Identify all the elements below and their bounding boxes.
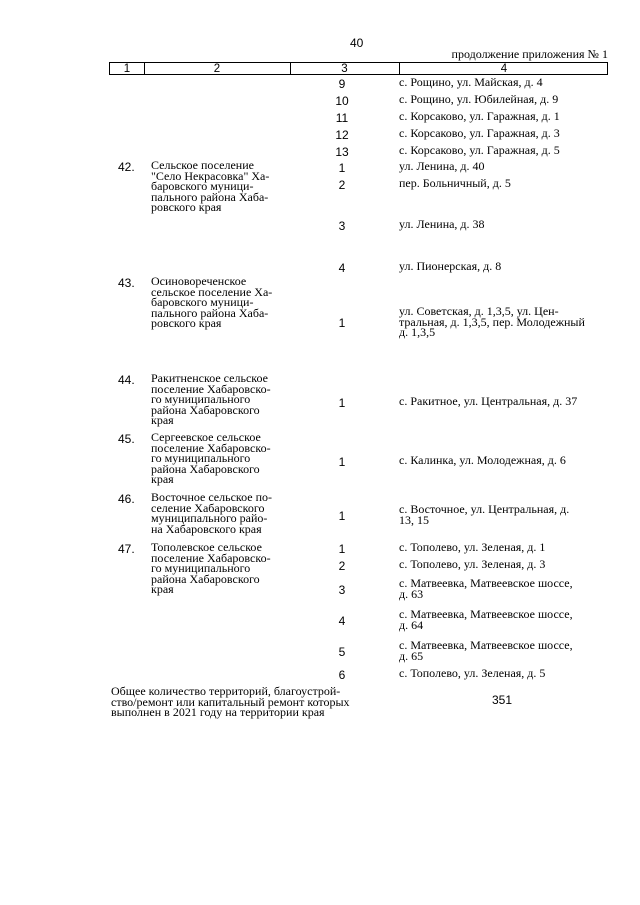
settlement-name-line: края	[151, 472, 174, 486]
total-label-line: Общее количество территорий, благоустрой-	[111, 684, 341, 698]
settlement-name-line: района Хабаровского	[151, 402, 260, 417]
object-address	[399, 504, 569, 525]
settlement-name-line: го муниципального	[151, 451, 251, 465]
table-header	[109, 62, 608, 75]
settlement-name-line: селение Хабаровского	[151, 500, 265, 515]
total-label	[111, 686, 350, 718]
object-number: 1	[338, 161, 346, 175]
settlement-name-line: Тополевское сельское	[151, 540, 262, 554]
object-address	[399, 178, 511, 189]
object-address-line: с. Матвеевка, Матвеевское шоссе,	[399, 638, 573, 652]
settlement-name	[151, 542, 271, 595]
settlement-name-line: баровского муници-	[151, 179, 254, 193]
object-address-line: с. Ракитное, ул. Центральная, д. 37	[399, 394, 578, 408]
settlement-name	[151, 492, 272, 534]
object-address-line: с. Калинка, ул. Молодежная, д. 6	[399, 453, 566, 467]
object-address	[399, 396, 577, 407]
object-address	[399, 542, 545, 553]
settlement-name-line: "Село Некрасовка" Ха-	[151, 168, 270, 183]
object-address-line: с. Корсаково, ул. Гаражная, д. 1	[399, 109, 560, 123]
object-address-line: с. Тополево, ул. Зеленая, д. 3	[399, 557, 546, 571]
object-number: 5	[338, 645, 346, 659]
object-address	[399, 161, 485, 172]
object-address-line: с. Рощино, ул. Майская, д. 4	[399, 75, 543, 89]
object-number: 11	[335, 111, 349, 125]
object-address	[399, 559, 545, 570]
object-address	[399, 609, 573, 630]
total-value: 351	[492, 693, 513, 707]
object-address-line: д. 65	[399, 648, 424, 663]
settlement-name-line: поселение Хабаровско-	[151, 381, 271, 396]
object-address	[399, 578, 573, 599]
total-label-line: выполнен в 2021 году на территории края	[111, 705, 325, 719]
object-address-line: ул. Пионерская, д. 8	[399, 259, 502, 273]
settlement-name-line: на Хабаровского края	[151, 521, 262, 536]
row-index: 42.	[118, 160, 135, 174]
continuation-note: продолжение приложения № 1	[451, 47, 608, 61]
settlement-name-line: го муниципального	[151, 561, 251, 575]
object-number: 1	[338, 396, 346, 410]
header-col-4: 4	[500, 63, 508, 75]
object-number: 9	[338, 77, 346, 91]
settlement-name-line: Сергеевское сельское	[151, 430, 261, 444]
object-number: 10	[335, 94, 349, 108]
settlement-name-line: поселение Хабаровско-	[151, 550, 271, 565]
object-number: 3	[338, 583, 346, 597]
settlement-name-line: ровского края	[151, 316, 222, 330]
settlement-name-line: муниципального райо-	[151, 511, 268, 525]
header-col-3: 3	[341, 63, 348, 75]
object-address-line: д. 63	[399, 586, 424, 601]
settlement-name-line: края	[151, 413, 174, 427]
header-col-2: 2	[213, 63, 221, 75]
object-address-line: с. Тополево, ул. Зеленая, д. 5	[399, 666, 546, 680]
object-address-line: ул. Советская, д. 1,3,5, ул. Цен-	[399, 304, 559, 318]
row-index: 43.	[118, 276, 135, 290]
object-address-line: с. Корсаково, ул. Гаражная, д. 3	[399, 126, 560, 140]
row-index: 47.	[118, 542, 135, 556]
page-number: 40	[350, 36, 364, 50]
object-address-line: с. Восточное, ул. Центральная, д.	[399, 502, 570, 516]
settlement-name-line: пального района Хаба-	[151, 189, 269, 204]
object-address	[399, 668, 545, 679]
object-address	[399, 111, 560, 122]
object-address	[399, 640, 573, 661]
settlement-name-line: Ракитненское сельское	[151, 371, 268, 385]
settlement-name-line: края	[151, 582, 174, 596]
object-address-line: пер. Больничный, д. 5	[399, 176, 511, 190]
object-address-line: с. Матвеевка, Матвеевское шоссе,	[399, 607, 573, 621]
row-index: 46.	[118, 492, 135, 506]
object-address	[399, 145, 560, 156]
settlement-name-line: баровского муници-	[151, 295, 254, 309]
object-number: 1	[338, 542, 346, 556]
settlement-name-line: сельское поселение Ха-	[151, 284, 273, 299]
object-address-line: с. Матвеевка, Матвеевское шоссе,	[399, 576, 573, 590]
total-label-line: ство/ремонт или капитальный ремонт которых	[111, 694, 350, 709]
settlement-name-line: го муниципального	[151, 392, 251, 406]
object-address-line: 13, 15	[399, 512, 429, 527]
object-address-line: с. Тополево, ул. Зеленая, д. 1	[399, 540, 546, 554]
object-address	[399, 455, 566, 466]
settlement-name-line: ровского края	[151, 200, 222, 214]
settlement-name	[151, 160, 269, 213]
settlement-name-line: пального района Хаба-	[151, 305, 269, 320]
object-number: 3	[338, 219, 346, 233]
header-col-1: 1	[123, 63, 131, 75]
settlement-name	[151, 373, 271, 426]
object-number: 12	[335, 128, 349, 142]
row-index: 45.	[118, 432, 135, 446]
settlement-name-line: Сельское поселение	[151, 158, 254, 172]
object-address-line: ул. Ленина, д. 38	[399, 217, 485, 231]
object-address	[399, 261, 501, 272]
object-address	[399, 94, 558, 105]
object-address	[399, 219, 485, 230]
settlement-name	[151, 432, 271, 485]
object-number: 13	[335, 145, 349, 159]
object-address-line: с. Рощино, ул. Юбилейная, д. 9	[399, 92, 559, 106]
object-address-line: д. 1,3,5	[399, 325, 436, 339]
settlement-name-line: Восточное сельское по-	[151, 490, 273, 504]
object-address	[399, 128, 560, 139]
object-number: 2	[338, 559, 346, 573]
object-number: 1	[338, 509, 346, 523]
object-number: 2	[338, 178, 346, 192]
object-address	[399, 77, 543, 88]
object-number: 1	[338, 316, 346, 330]
settlement-name-line: района Хабаровского	[151, 571, 260, 586]
object-address-line: тральная, д. 1,3,5, пер. Молодежный	[399, 314, 585, 329]
object-address-line: д. 64	[399, 617, 424, 632]
settlement-name	[151, 276, 272, 329]
settlement-name-line: района Хабаровского	[151, 461, 260, 476]
object-address-line: ул. Ленина, д. 40	[399, 159, 485, 173]
object-number: 6	[338, 668, 346, 682]
object-address	[399, 306, 585, 338]
settlement-name-line: поселение Хабаровско-	[151, 440, 271, 455]
settlement-name-line: Осиновореченское	[151, 274, 247, 288]
row-index: 44.	[118, 373, 135, 387]
object-number: 4	[338, 614, 346, 628]
object-number: 4	[338, 261, 346, 275]
object-address-line: с. Корсаково, ул. Гаражная, д. 5	[399, 143, 560, 157]
object-number: 1	[338, 455, 346, 469]
